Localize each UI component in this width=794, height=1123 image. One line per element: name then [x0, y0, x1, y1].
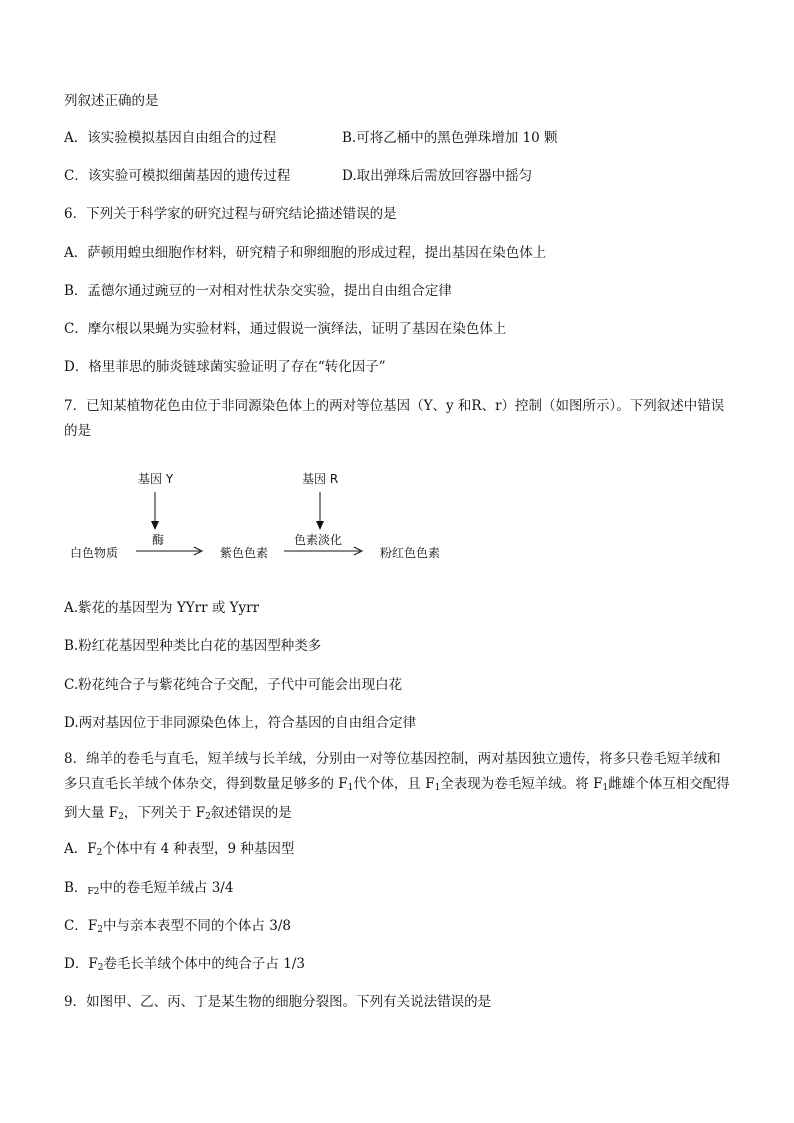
gene-y-label: 基因 Y: [138, 472, 174, 486]
q8-stem: [64, 747, 732, 830]
q8-option-c: [64, 917, 291, 939]
q5-option-d: D.取出弹珠后需放回容器中摇匀: [342, 168, 533, 184]
q8-option-part: C．F: [64, 918, 98, 934]
q8-subscript: 2: [205, 812, 211, 822]
q8-stem-part: 雌雄个体互相交配得到大量 F: [64, 776, 730, 821]
q8-stem-part: ，下列关于 F: [123, 805, 206, 821]
arrowhead-gene-r: [316, 521, 324, 530]
dilution-label: 色素淡化: [294, 533, 343, 547]
q7-stem: 7．已知某植物花色由位于非同源染色体上的两对等位基因（Y、y 和R、r）控制（如图所示）。下列叙述中错误的是: [64, 398, 725, 439]
q7-option-c: C.粉花纯合子与紫花纯合子交配，子代中可能会出现白花: [64, 677, 403, 693]
q6-stem: 6．下列关于科学家的研究过程与研究结论描述错误的是: [64, 206, 397, 222]
q6-option-b: B．孟德尔通过豌豆的一对相对性状杂交实验，提出自由组合定律: [64, 283, 452, 299]
q8-option-part: D．F: [64, 956, 98, 972]
q7-option-d: D.两对基因位于非同源染色体上，符合基因的自由组合定律: [64, 715, 417, 731]
q8-subscript: 1: [347, 783, 354, 793]
q8-stem-part: 8．绵羊的卷毛与直毛，短羊绒与长羊绒，分别由一对等位基因控制，两对基因独立遗传，将多只卷毛短羊绒和多只直毛长羊绒个体杂交，得到数量足够多的 F: [64, 751, 721, 792]
q8-subscript: 2: [97, 963, 104, 973]
purple-pigment-label: 紫色色素: [220, 546, 269, 560]
q8-option-part: B．: [64, 880, 88, 896]
q8-option-part: 中与亲本表型不同的个体占 3/8: [102, 918, 291, 934]
white-substance-label: 白色物质: [70, 546, 119, 560]
q8-subscript: 2: [97, 925, 103, 935]
q6-option-d: D．格里菲思的肺炎链球菌实验证明了存在“转化因子”: [64, 359, 386, 375]
q8-option-part: 卷毛长羊绒个体中的纯合子占 1/3: [103, 956, 305, 972]
pink-pigment-label: 粉红色色素: [380, 546, 441, 560]
q8-option-a: [64, 840, 294, 862]
q8-subscript: 1: [434, 783, 441, 793]
q5-option-a: A．该实验模拟基因自由组合的过程: [64, 130, 277, 146]
q5-option-b: B.可将乙桶中的黑色弹珠增加 10 颗: [342, 130, 558, 146]
q6-option-a: A．萨顿用蝗虫细胞作材料，研究精子和卵细胞的形成过程，提出基因在染色体上: [64, 245, 547, 261]
q8-stem-part: 代个体，且 F: [353, 776, 435, 792]
q8-subscript: 1: [602, 783, 609, 793]
q8-stem-part: 全表现为卷毛短羊绒。将 F: [440, 776, 603, 792]
q8-option-part: 个体中有 4 种表型，9 种基因型: [102, 841, 295, 857]
intro-text: 列叙述正确的是: [64, 93, 159, 109]
q8-option-part: A．F: [64, 841, 97, 857]
arrowhead-gene-y: [151, 521, 159, 530]
q8-subscript: F2: [87, 887, 100, 897]
q8-subscript: 2: [96, 848, 103, 858]
q9-stem: 9．如图甲、乙、丙、丁是某生物的细胞分裂图。下列有关说法错误的是: [64, 994, 492, 1010]
q5-option-c: C．该实验可模拟细菌基因的遗传过程: [64, 168, 291, 184]
enzyme-label: 酶: [152, 533, 165, 547]
q7-option-a: A.紫花的基因型为 YYrr 或 Yyrr: [64, 600, 260, 616]
q8-option-part: 中的卷毛短羊绒占 3/4: [99, 880, 234, 896]
q8-option-d: [64, 955, 305, 977]
gene-r-label: 基因 R: [302, 472, 339, 486]
q7-option-b: B.粉红花基因型种类比白花的基因型种类多: [64, 638, 322, 654]
q8-stem-part: 叙述错误的是: [210, 805, 292, 821]
pathway-diagram: [60, 466, 500, 566]
q8-subscript: 2: [118, 812, 124, 822]
q6-option-c: C．摩尔根以果蝇为实验材料，通过假说一演绎法，证明了基因在染色体上: [64, 321, 507, 337]
q8-option-b: [64, 879, 233, 901]
